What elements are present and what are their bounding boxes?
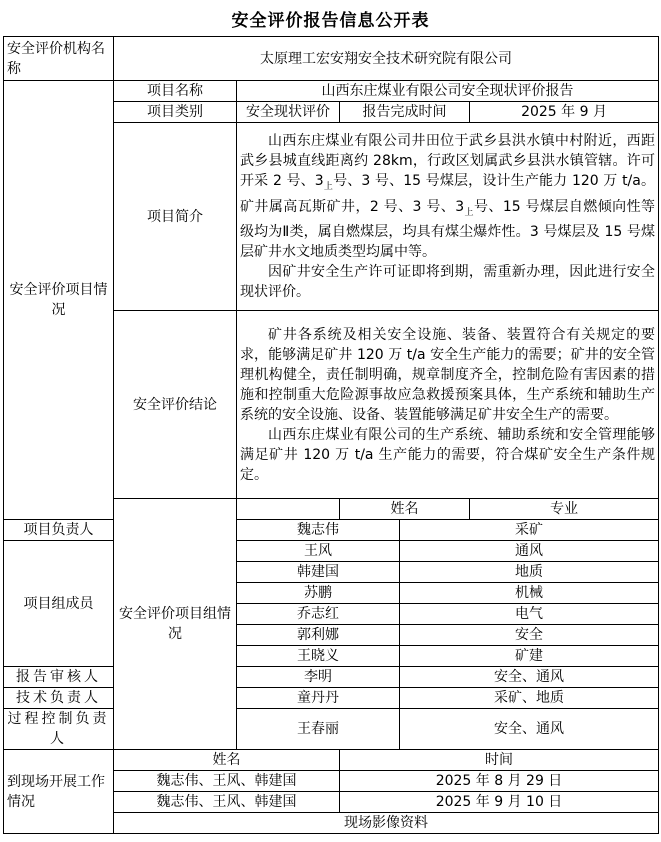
visit-date: 2025 年 9 月 10 日 [340,792,659,813]
completion-value: 2025 年 9 月 [470,102,659,123]
reviewer-major: 安全、通风 [400,667,659,688]
intro-subscript: 上 [323,181,334,192]
team-header-major: 专业 [470,499,659,520]
reviewer-name: 李明 [237,667,400,688]
project-type-value: 安全现状评价 [237,102,340,123]
agency-label: 安全评价机构名称 [4,37,114,81]
page-title: 安全评价报告信息公开表 [231,11,430,31]
member-major: 地质 [400,562,659,583]
leader-name: 魏志伟 [237,520,400,541]
member-name: 苏鹏 [237,583,400,604]
team-section-label: 安全评价项目组情况 [114,499,237,750]
visit-names: 魏志伟、王风、韩建国 [114,771,340,792]
member-major: 机械 [400,583,659,604]
intro-subscript-2: 上 [464,207,474,218]
field-section-label: 到现场开展工作情况 [4,750,114,834]
leader-label: 项目负责人 [4,520,114,541]
member-name: 郭利娜 [237,625,400,646]
team-header-name: 姓名 [340,499,470,520]
project-type-label: 项目类别 [114,102,237,123]
conclusion-label: 安全评价结论 [114,311,237,499]
member-major: 电气 [400,604,659,625]
process-control-label: 过程控制负责人 [4,709,114,750]
intro-label: 项目简介 [114,123,237,311]
member-name: 王风 [237,541,400,562]
project-name-value: 山西东庄煤业有限公司安全现状评价报告 [237,81,659,102]
member-major: 通风 [400,541,659,562]
info-table [3,36,659,834]
visit-date: 2025 年 8 月 29 日 [340,771,659,792]
project-name-label: 项目名称 [114,81,237,102]
member-major: 安全 [400,625,659,646]
site-photos-label: 现场影像资料 [114,813,659,834]
visit-names: 魏志伟、王风、韩建国 [114,792,340,813]
tech-lead-name: 童丹丹 [237,688,400,709]
field-header-time: 时间 [340,750,659,771]
project-section-label: 安全评价项目情况 [4,81,114,520]
intro-content [237,123,659,311]
reviewer-label: 报告审核人 [4,667,114,688]
conclusion-content [237,311,659,499]
leader-major: 采矿 [400,520,659,541]
conclusion-paragraph-1: 矿井各系统及相关安全设施、装备、装置符合有关规定的要求，能够满足矿井 120 万 t/a 安全生产能力的需要；矿井的安全管理机构健全，责任制明确，规章制度齐全，控制危险有害因素的措施和控制重大危险源事故应急救援预案具体，生产系统和辅助生产系统的安全设施、设备、装置能够满足矿井安全生产的需要。 [240,326,656,423]
member-name: 乔志红 [237,604,400,625]
intro-paragraph-2: 因矿井安全生产许可证即将到期，需重新办理，因此进行安全现状评价。 [240,264,656,301]
tech-lead-major: 采矿、地质 [400,688,659,709]
member-name: 王晓义 [237,646,400,667]
agency-value: 太原理工宏安翔安全技术研究院有限公司 [114,37,659,81]
field-header-name: 姓名 [114,750,340,771]
member-name: 韩建国 [237,562,400,583]
member-major: 矿建 [400,646,659,667]
intro-paragraph-1: 山西东庄煤业有限公司井田位于武乡县洪水镇中村附近，西距武乡县城直线距离约 28km，行政区划属武乡县洪水镇管辖。许可开采 2 号、$3_上$号、3 号、15 号煤层，设计生产能力 120 万 t/a。矿井属高瓦斯矿井，2 号、3 号、$3_上$号、15 号煤层自燃倾向性等级均为Ⅱ类，属自燃煤层，均具有煤尘爆炸性。3 号煤层及 15 号煤层矿井水文地质类型均属中等。 [240,132,656,261]
process-control-major: 安全、通风 [400,709,659,750]
completion-label: 报告完成时间 [340,102,470,123]
process-control-name: 王春丽 [237,709,400,750]
members-label: 项目组成员 [4,541,114,667]
tech-lead-label: 技术负责人 [4,688,114,709]
conclusion-paragraph-2: 山西东庄煤业有限公司的生产系统、辅助系统和安全管理能够满足矿井 120 万 t/a 生产能力的需要，符合煤矿安全生产条件规定。 [240,426,656,483]
